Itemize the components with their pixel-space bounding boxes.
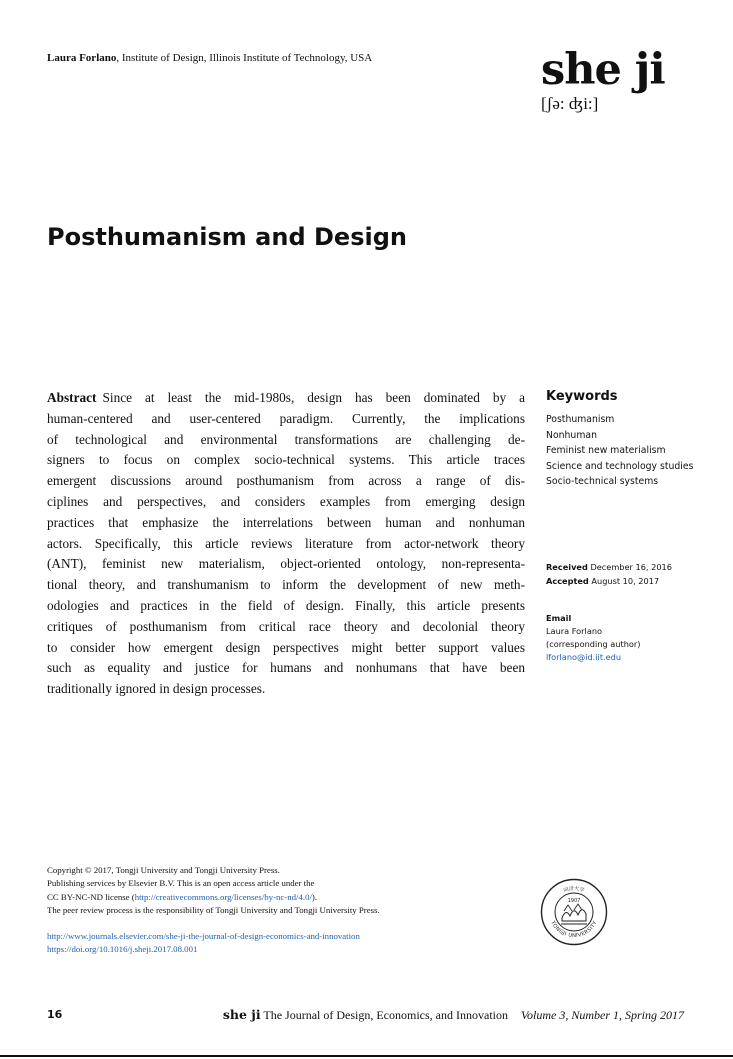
license-link[interactable]: http://creativecommons.org/licenses/by-nc-nd/4.0/ bbox=[134, 891, 312, 902]
abstract-line bbox=[47, 471, 525, 492]
abstract-line bbox=[47, 658, 525, 679]
page-number: 16 bbox=[47, 1008, 63, 1021]
abstract-line-text: emergent discussions around posthumanism from across a range of dis- bbox=[47, 473, 525, 489]
abstract-line bbox=[47, 492, 525, 513]
email-block bbox=[546, 612, 640, 664]
abstract-line bbox=[47, 575, 525, 596]
abstract-line bbox=[47, 638, 525, 659]
abstract-line-text: traditionally ignored in design processes. bbox=[47, 681, 266, 697]
article-links bbox=[47, 930, 360, 957]
accepted-label: Accepted bbox=[546, 575, 589, 586]
author-line bbox=[47, 52, 372, 64]
keyword-item: Nonhuman bbox=[546, 429, 597, 441]
abstract-line bbox=[47, 409, 525, 430]
abstract-line bbox=[47, 534, 525, 555]
copyright-line-1: Copyright © 2017, Tongji University and Tongji University Press. bbox=[47, 865, 280, 875]
abstract-line bbox=[47, 679, 525, 700]
abstract-line-text: odologies and practices in the field of design. Finally, this article presents bbox=[47, 597, 525, 613]
abstract-line bbox=[47, 450, 525, 471]
accepted-date: August 10, 2017 bbox=[591, 575, 660, 586]
email-label: Email bbox=[546, 613, 572, 623]
abstract-line-text: actors. Specifically, this article reviews literature from actor-network theory bbox=[47, 535, 525, 551]
author-affiliation: , Institute of Design, Illinois Institute of Technology, USA bbox=[116, 52, 373, 64]
abstract-line-text: tional theory, and transhumanism to inform the development of new meth- bbox=[47, 577, 525, 593]
seal-university-text: TONGJI UNIVERSITY bbox=[549, 920, 599, 940]
keyword-item: Socio-technical systems bbox=[546, 476, 659, 487]
email-author-name: Laura Forlano bbox=[546, 626, 603, 636]
email-link[interactable]: lforlano@id.iit.edu bbox=[546, 652, 622, 662]
footer-journal-short: she ji bbox=[222, 1007, 261, 1022]
article-title: Posthumanism and Design bbox=[47, 223, 407, 251]
abstract-line bbox=[47, 513, 525, 534]
footer-volume: Volume 3, Number 1, Spring 2017 bbox=[521, 1008, 684, 1022]
running-footer bbox=[212, 1007, 684, 1023]
abstract-line bbox=[47, 554, 525, 575]
journal-url-link[interactable]: http://www.journals.elsevier.com/she-ji-the-journal-of-design-economics-and-innovation bbox=[47, 931, 360, 941]
received-label: Received bbox=[546, 562, 588, 572]
bottom-rule bbox=[0, 1055, 733, 1057]
abstract-line bbox=[47, 388, 525, 409]
dates-block bbox=[546, 561, 672, 588]
abstract-line-text: (ANT), feminist new materialism, object-oriented ontology, non-representa- bbox=[47, 556, 525, 572]
abstract-line-text: critiques of posthumanism from critical race theory and decolonial theory bbox=[47, 618, 525, 634]
keywords-heading: Keywords bbox=[546, 389, 618, 404]
footer-journal-full: The Journal of Design, Economics, and Innovation bbox=[263, 1008, 508, 1022]
copyright-line-4: The peer review process is the responsibility of Tongji University and Tongji University Press. bbox=[47, 905, 380, 916]
copyright-notice bbox=[47, 864, 380, 918]
license-prefix: CC BY-NC-ND license ( bbox=[47, 891, 135, 902]
license-suffix: ). bbox=[311, 891, 318, 902]
abstract-line-text: to consider how emergent design perspectives might better support values bbox=[47, 639, 525, 655]
logo-ipa: [ʃə: ʤi:] bbox=[541, 94, 599, 113]
seal-year: 1907 bbox=[567, 898, 581, 904]
seal-top-text: 同济大学 bbox=[562, 885, 586, 895]
keywords-list bbox=[546, 412, 693, 490]
keyword-item: Posthumanism bbox=[546, 414, 615, 425]
abstract-line bbox=[47, 596, 525, 617]
abstract-line bbox=[47, 430, 525, 451]
abstract-line-text: practices that emphasize the interrelations between human and nonhuman bbox=[47, 514, 525, 530]
received-date: December 16, 2016 bbox=[590, 562, 672, 572]
abstract-label: Abstract bbox=[47, 390, 97, 405]
abstract-line-text: such as equality and justice for humans and nonhumans that have been bbox=[47, 660, 525, 676]
author-name: Laura Forlano bbox=[47, 52, 117, 64]
logo-word: she ji bbox=[541, 45, 665, 95]
abstract-line-text: of technological and environmental transformations are challenging de- bbox=[47, 431, 525, 447]
copyright-line-2: Publishing services by Elsevier B.V. This is an open access article under the bbox=[47, 878, 315, 889]
journal-logo bbox=[541, 45, 691, 114]
abstract-line-text: Since at least the mid-1980s, design has been dominated by a bbox=[102, 390, 525, 405]
keyword-item: Feminist new materialism bbox=[546, 445, 666, 456]
abstract-line-text: signers to focus on complex socio-technical systems. This article traces bbox=[47, 452, 525, 468]
abstract bbox=[47, 388, 525, 700]
keyword-item: Science and technology studies bbox=[546, 460, 694, 472]
tongji-university-seal-icon bbox=[540, 878, 608, 946]
abstract-line bbox=[47, 617, 525, 638]
doi-link[interactable]: https://doi.org/10.1016/j.sheji.2017.08.001 bbox=[47, 944, 198, 955]
abstract-line-text: ciplines and perspectives, and considers examples from emerging design bbox=[47, 493, 525, 509]
email-author-role: (corresponding author) bbox=[546, 639, 641, 649]
abstract-line-text: human-centered and user-centered paradigm. Currently, the implications bbox=[47, 410, 525, 426]
